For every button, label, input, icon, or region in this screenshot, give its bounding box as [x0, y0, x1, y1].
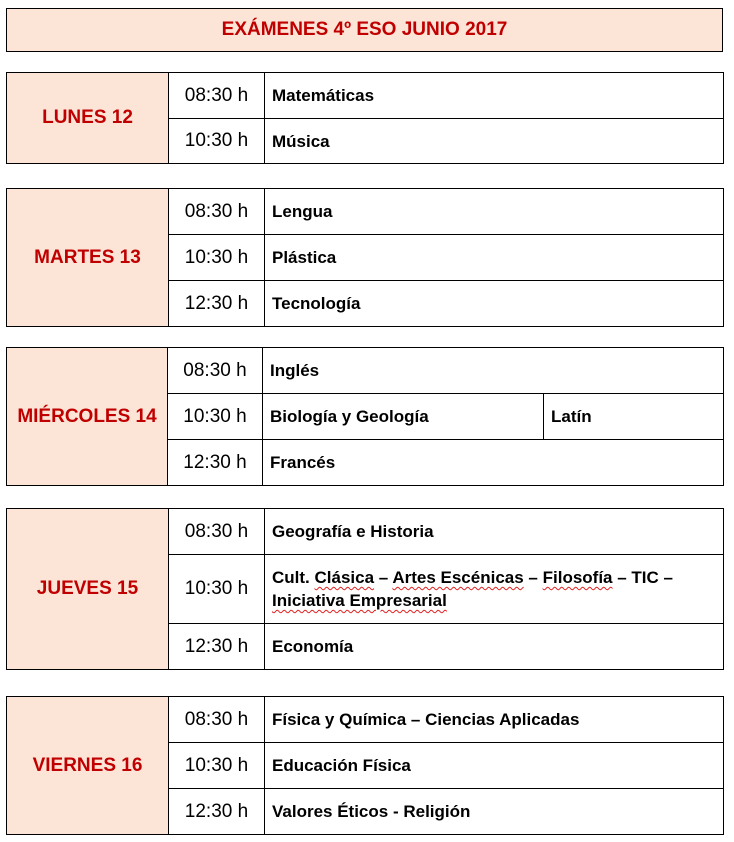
- subject-part: –: [523, 568, 543, 587]
- exam-subject: Música: [265, 119, 724, 164]
- exam-subject: Biología y Geología: [263, 394, 544, 440]
- exam-subject: Educación Física: [265, 743, 724, 789]
- subject-part: Artes Escénicas: [392, 568, 524, 587]
- exam-time: 08:30 h: [169, 73, 265, 119]
- exam-subject: Inglés: [263, 348, 724, 394]
- day-label: JUEVES 15: [7, 509, 169, 670]
- day-label: LUNES 12: [7, 73, 169, 164]
- exam-time: 10:30 h: [169, 555, 265, 624]
- day-label: MIÉRCOLES 14: [7, 348, 168, 486]
- exam-subject: Plástica: [265, 235, 724, 281]
- subject-part: Iniciativa Empresarial: [272, 591, 447, 610]
- subject-part: Clásica: [314, 568, 375, 587]
- exam-subject: Valores Éticos - Religión: [265, 789, 724, 835]
- subject-part: – TIC –: [612, 568, 673, 587]
- day-label: MARTES 13: [7, 189, 169, 327]
- page-title: EXÁMENES 4º ESO JUNIO 2017: [6, 8, 723, 52]
- exam-time: 10:30 h: [168, 394, 263, 440]
- exam-subject: Lengua: [265, 189, 724, 235]
- day-block-thursday: [6, 508, 724, 670]
- day-label: VIERNES 16: [7, 697, 169, 835]
- subject-part: Cult.: [272, 568, 315, 587]
- exam-subject: [265, 555, 724, 624]
- exam-time: 08:30 h: [168, 348, 263, 394]
- day-block-monday: [6, 72, 724, 164]
- exam-time: 12:30 h: [169, 789, 265, 835]
- exam-time: 08:30 h: [169, 509, 265, 555]
- exam-subject-alt: Latín: [544, 394, 724, 440]
- exam-subject: Economía: [265, 624, 724, 670]
- exam-time: 10:30 h: [169, 119, 265, 164]
- exam-time: 12:30 h: [169, 624, 265, 670]
- exam-time: 10:30 h: [169, 743, 265, 789]
- day-block-friday: [6, 696, 724, 835]
- exam-subject: Geografía e Historia: [265, 509, 724, 555]
- exam-time: 12:30 h: [169, 281, 265, 327]
- exam-time: 08:30 h: [169, 697, 265, 743]
- day-block-wednesday: [6, 347, 724, 486]
- exam-time: 08:30 h: [169, 189, 265, 235]
- day-block-tuesday: [6, 188, 724, 327]
- exam-subject: Matemáticas: [265, 73, 724, 119]
- exam-time: 10:30 h: [169, 235, 265, 281]
- exam-subject: Física y Química – Ciencias Aplicadas: [265, 697, 724, 743]
- exam-subject: Tecnología: [265, 281, 724, 327]
- subject-part: –: [374, 568, 393, 587]
- subject-part: Filosofía: [542, 568, 613, 587]
- exam-subject: Francés: [263, 440, 724, 486]
- exam-time: 12:30 h: [168, 440, 263, 486]
